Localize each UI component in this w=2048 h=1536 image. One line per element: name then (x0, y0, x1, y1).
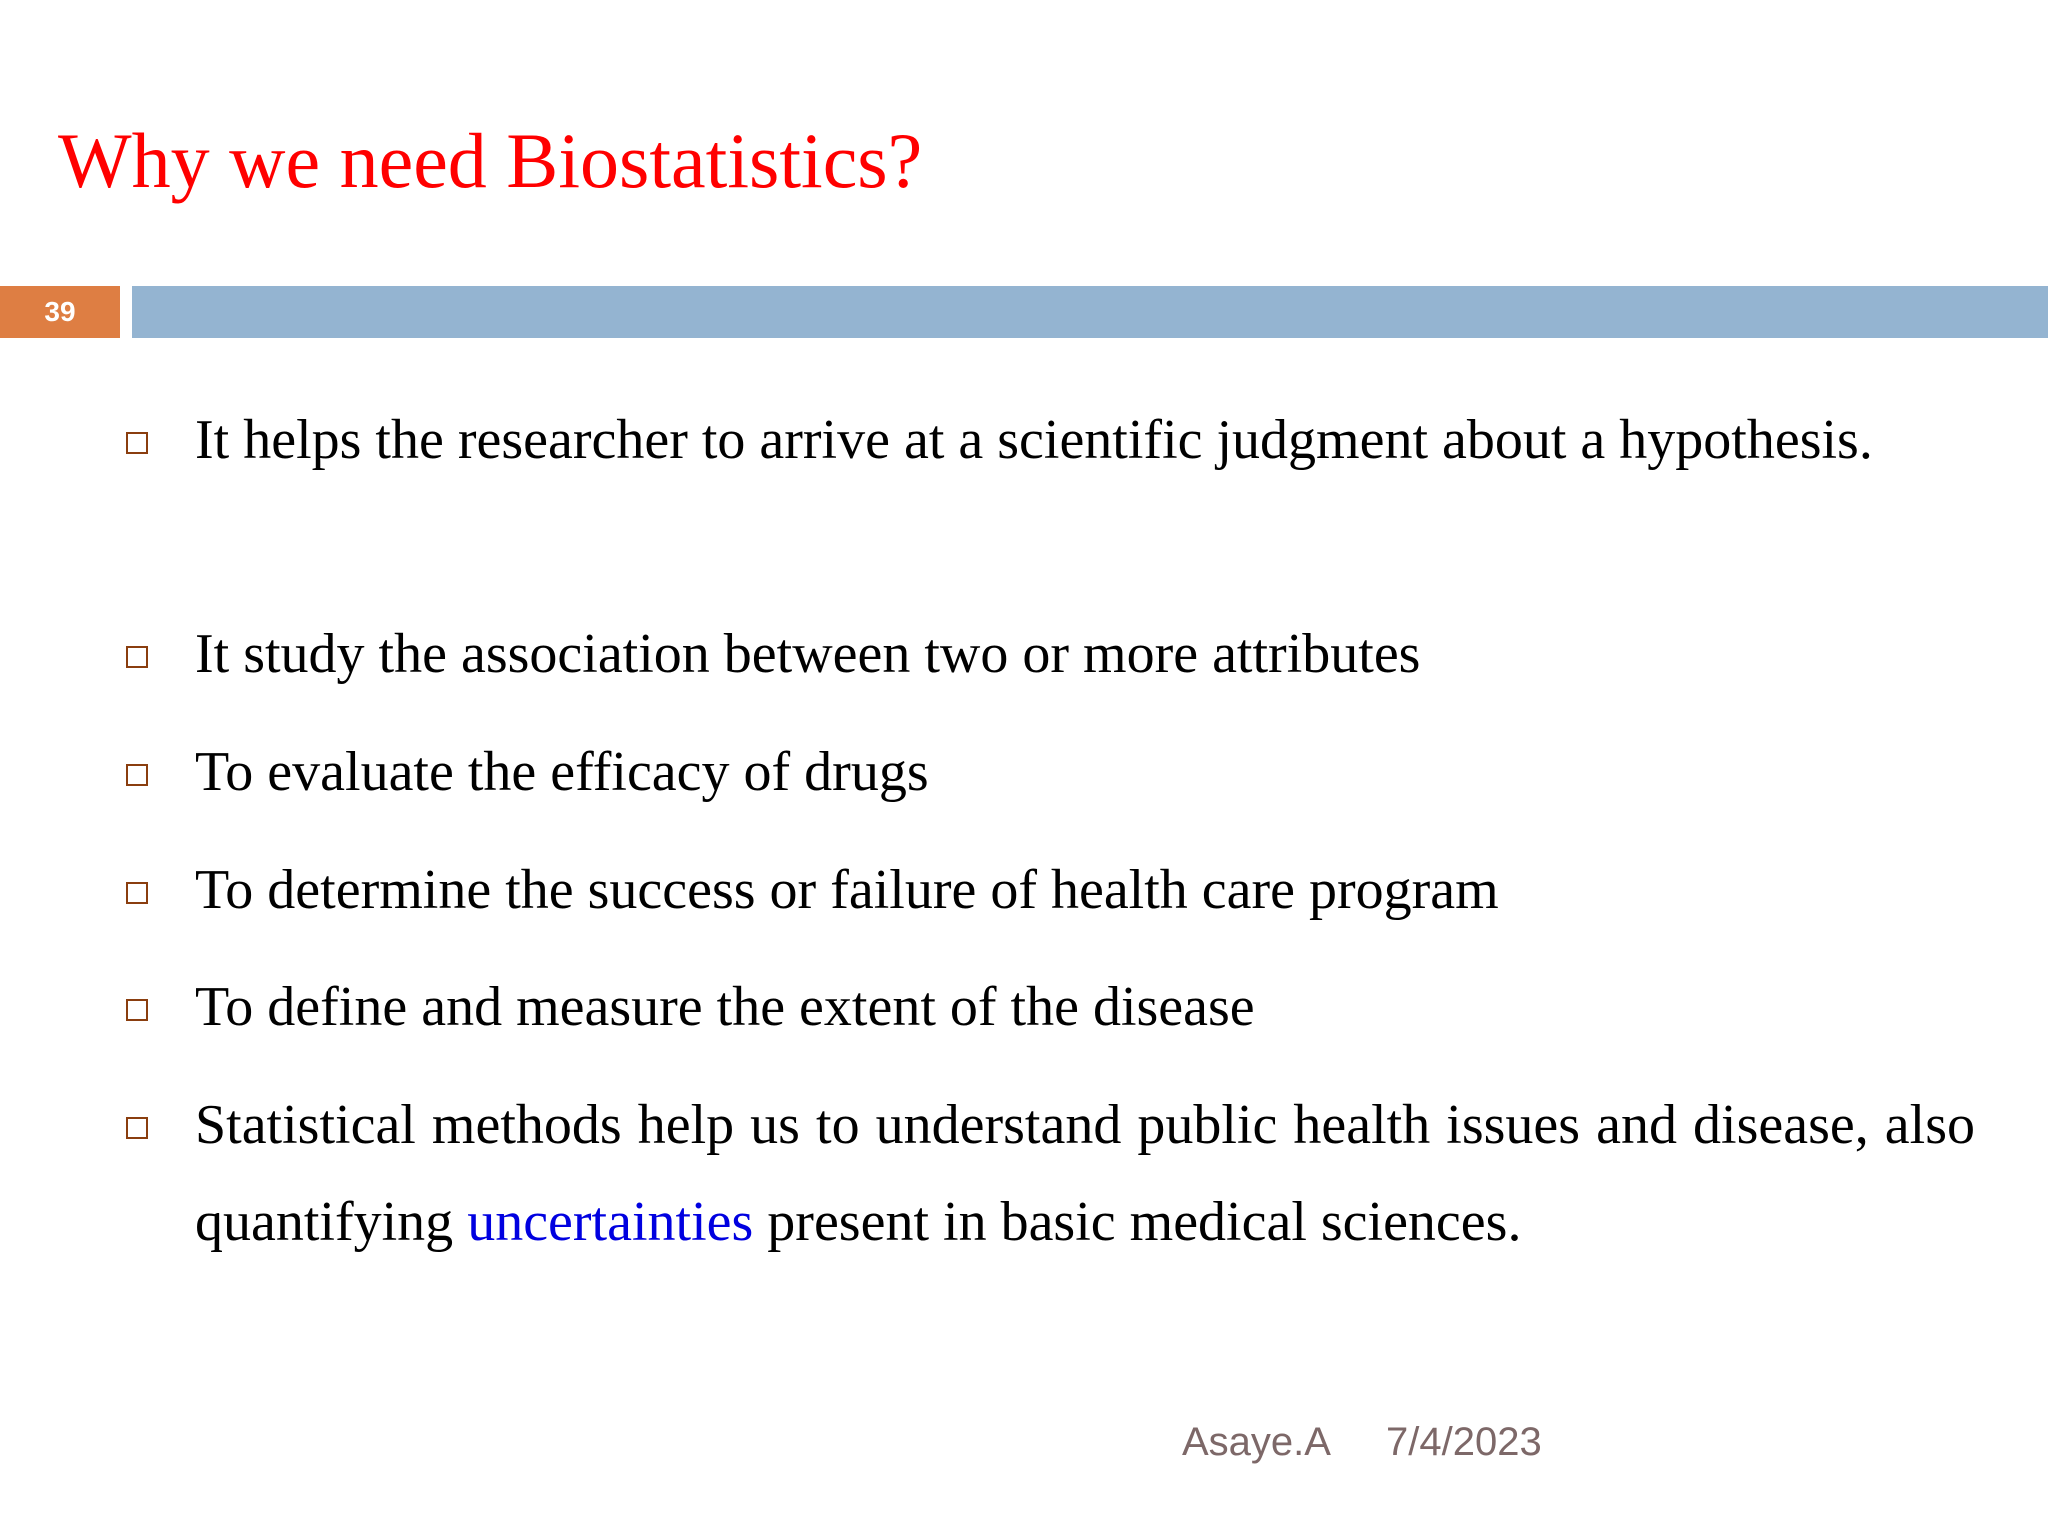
highlighted-word: uncertainties (467, 1191, 754, 1253)
footer-author: Asaye.A (1182, 1420, 1331, 1464)
bullet-square-icon (126, 1117, 148, 1139)
footer-date: 7/4/2023 (1386, 1420, 1542, 1464)
list-item-text: present in basic medical sciences. (753, 1191, 1522, 1253)
header-bar (132, 286, 2048, 338)
list-item (195, 1077, 1975, 1271)
list-item: It study the association between two or more attributes (195, 623, 1421, 685)
list-item: To evaluate the efficacy of drugs (195, 741, 929, 803)
slide-title: Why we need Biostatistics? (58, 117, 923, 204)
bullet-square-icon (126, 882, 148, 904)
list-item: To determine the success or failure of health care program (195, 859, 1499, 921)
bullet-square-icon (126, 764, 148, 786)
slide-number: 39 (0, 286, 120, 338)
bullet-square-icon (126, 646, 148, 668)
list-item: To define and measure the extent of the disease (195, 976, 1255, 1038)
bullet-square-icon (126, 999, 148, 1021)
list-item-text: Statistical methods help us to understand public health issues and disease, also quantifying (195, 1094, 1975, 1253)
list-item: It helps the researcher to arrive at a scientific judgment about a hypothesis. (195, 409, 1873, 471)
bullet-square-icon (126, 432, 148, 454)
